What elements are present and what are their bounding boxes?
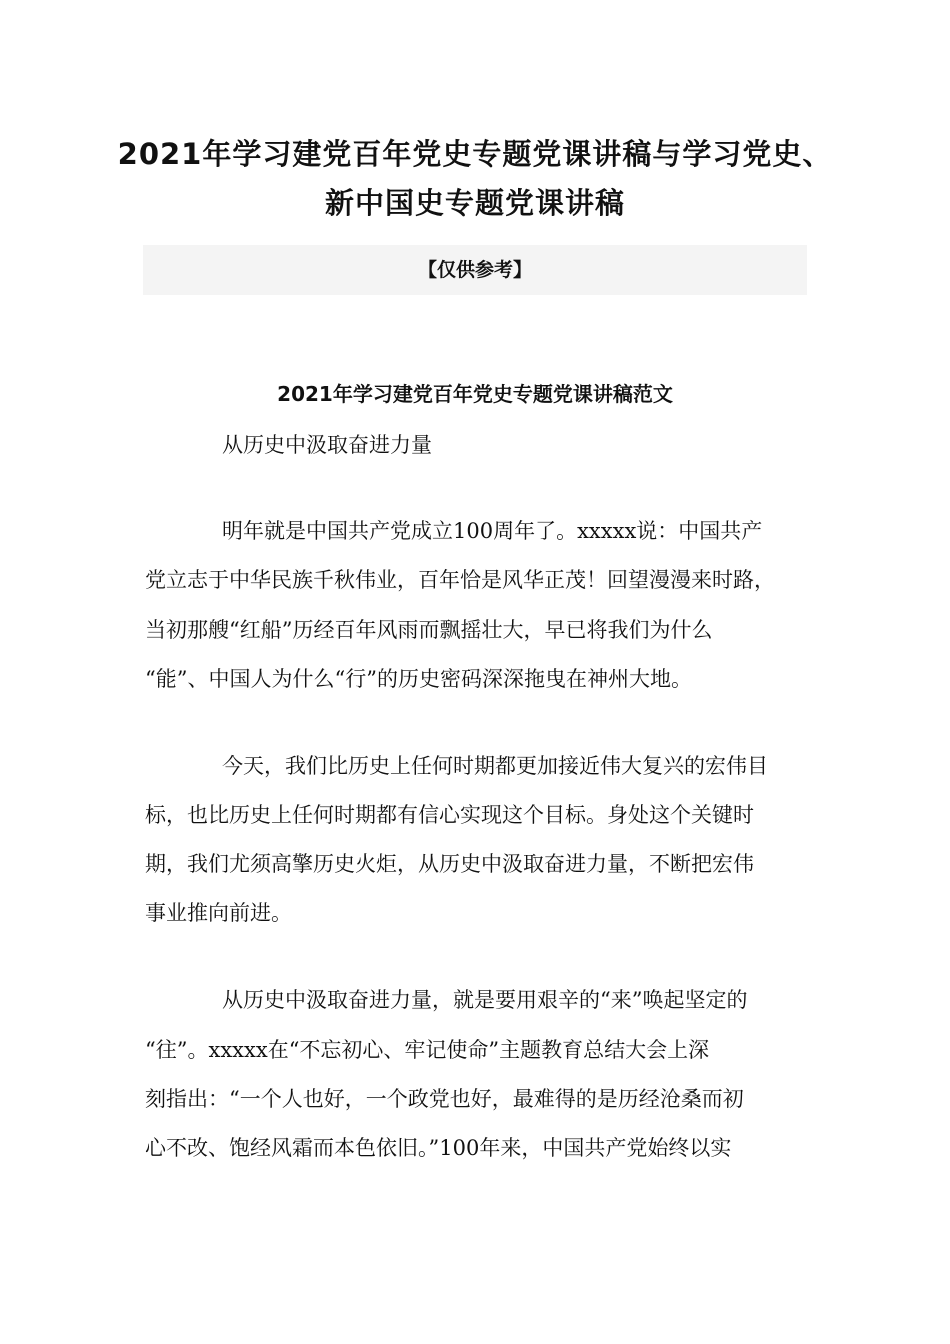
reference-note-banner: 【仅供参考】 [143,245,807,295]
paragraph-2-line-4: 事业推向前进。 [145,901,292,925]
paragraph-3-line-4: 心不改、饱经风霜而本色依旧。”100年来，中国共产党始终以实 [145,1136,732,1160]
paragraph-3-line-3: 刻指出：“一个人也好，一个政党也好，最难得的是历经沧桑而初 [145,1087,744,1111]
paragraph-3-line-2: “往”。xxxxx在“不忘初心、牢记使命”主题教育总结大会上深 [145,1038,710,1062]
document-title-line-1: 2021年学习建党百年党史专题党课讲稿与学习党史、 [117,137,833,171]
document-title-line-2: 新中国史专题党课讲稿 [324,186,625,220]
paragraph-1-line-3: 当初那艘“红船”历经百年风雨而飘摇壮大，早已将我们为什么 [145,618,713,642]
paragraph-2-line-3: 期，我们尤须高擎历史火炬，从历史中汲取奋进力量，不断把宏伟 [145,852,754,876]
paragraph-2-line-1: 今天，我们比历史上任何时期都更加接近伟大复兴的宏伟目 [222,754,768,778]
paragraph-1-line-2: 党立志于中华民族千秋伟业，百年恰是风华正茂！回望漫漫来时路， [145,568,775,592]
paragraph-1-line-4: “能”、中国人为什么“行”的历史密码深深拖曳在神州大地。 [145,667,692,691]
article-subtitle: 从历史中汲取奋进力量 [222,433,432,457]
paragraph-1-line-1: 明年就是中国共产党成立100周年了。xxxxx说：中国共产 [222,519,763,543]
paragraph-3-line-1: 从历史中汲取奋进力量，就是要用艰辛的“来”唤起坚定的 [222,988,748,1012]
section-title: 2021年学习建党百年党史专题党课讲稿范文 [277,382,673,406]
paragraph-2-line-2: 标，也比历史上任何时期都有信心实现这个目标。身处这个关键时 [145,803,754,827]
